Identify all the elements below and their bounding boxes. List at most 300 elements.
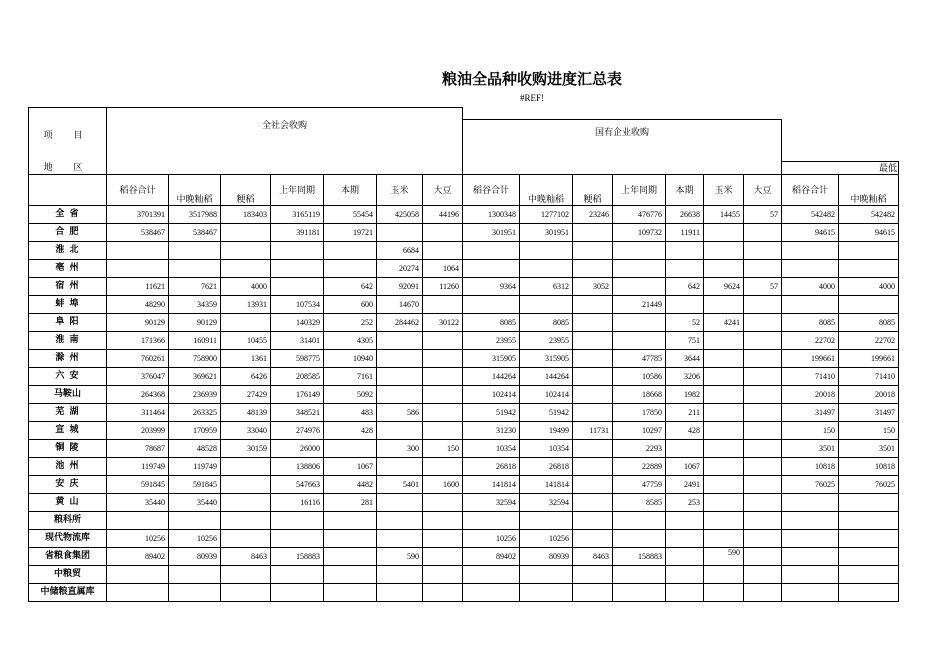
value-cell [423, 458, 463, 476]
value-cell: 10818 [839, 458, 899, 476]
value-cell: 89402 [107, 548, 169, 566]
value-cell: 376047 [107, 368, 169, 386]
value-cell: 23955 [520, 332, 573, 350]
value-cell: 71410 [839, 368, 899, 386]
value-cell [573, 530, 613, 548]
value-cell [782, 584, 839, 602]
value-cell: 8085 [782, 314, 839, 332]
value-cell: 586 [377, 404, 423, 422]
value-cell: 30122 [423, 314, 463, 332]
value-cell [573, 512, 613, 530]
value-cell [423, 422, 463, 440]
value-cell [221, 584, 271, 602]
value-cell [573, 224, 613, 242]
value-cell [666, 530, 704, 548]
col-header-soybean: 大豆 [423, 175, 463, 206]
value-cell [324, 548, 377, 566]
row-header-cell [29, 108, 107, 175]
value-cell [107, 242, 169, 260]
value-cell: 35440 [107, 494, 169, 512]
value-cell: 47759 [613, 476, 666, 494]
value-cell [423, 548, 463, 566]
table-row [29, 440, 899, 458]
value-cell: 34359 [169, 296, 221, 314]
group-header-state-enterprise: 国有企业收购 [463, 120, 782, 175]
value-cell: 27429 [221, 386, 271, 404]
value-cell: 1067 [324, 458, 377, 476]
value-cell: 31497 [839, 404, 899, 422]
value-cell: 4000 [221, 278, 271, 296]
value-cell: 31401 [271, 332, 324, 350]
value-cell [704, 494, 744, 512]
region-cell: 滁 州 [29, 350, 107, 368]
value-cell: 751 [666, 332, 704, 350]
value-cell [221, 476, 271, 494]
value-cell: 3501 [782, 440, 839, 458]
value-cell [573, 494, 613, 512]
value-cell: 94615 [839, 224, 899, 242]
value-cell: 542482 [782, 206, 839, 224]
value-cell: 3501 [839, 440, 899, 458]
value-cell: 19721 [324, 224, 377, 242]
value-cell: 32594 [463, 494, 520, 512]
value-cell [169, 566, 221, 584]
region-cell: 全 省 [29, 206, 107, 224]
value-cell: 425058 [377, 206, 423, 224]
value-cell [704, 386, 744, 404]
value-cell [613, 278, 666, 296]
table-row [29, 314, 899, 332]
value-cell: 3206 [666, 368, 704, 386]
col-header-late-indica: 中晚籼稻 [169, 175, 221, 206]
value-cell: 170959 [169, 422, 221, 440]
value-cell: 1067 [666, 458, 704, 476]
value-cell [423, 386, 463, 404]
value-cell [423, 296, 463, 314]
value-cell [666, 242, 704, 260]
value-cell: 11911 [666, 224, 704, 242]
value-cell: 35440 [169, 494, 221, 512]
value-cell: 428 [666, 422, 704, 440]
value-cell [704, 440, 744, 458]
value-cell [704, 458, 744, 476]
value-cell: 1300348 [463, 206, 520, 224]
value-cell [782, 530, 839, 548]
value-cell [613, 314, 666, 332]
value-cell [573, 332, 613, 350]
value-cell [463, 566, 520, 584]
value-cell [782, 260, 839, 278]
value-cell: 8463 [221, 548, 271, 566]
value-cell [377, 584, 423, 602]
region-cell: 黄 山 [29, 494, 107, 512]
value-cell [704, 260, 744, 278]
table-row [29, 548, 899, 566]
value-cell: 281 [324, 494, 377, 512]
value-cell: 8085 [463, 314, 520, 332]
value-cell: 7621 [169, 278, 221, 296]
value-cell: 30159 [221, 440, 271, 458]
value-cell: 3165119 [271, 206, 324, 224]
value-cell: 119749 [169, 458, 221, 476]
value-cell [704, 476, 744, 494]
value-cell: 44196 [423, 206, 463, 224]
value-cell: 80939 [520, 548, 573, 566]
value-cell: 11260 [423, 278, 463, 296]
value-cell: 758900 [169, 350, 221, 368]
value-cell [744, 296, 782, 314]
value-cell [704, 512, 744, 530]
value-cell: 590 [704, 544, 744, 562]
value-cell [839, 566, 899, 584]
value-cell: 13931 [221, 296, 271, 314]
table-row [29, 224, 899, 242]
row-header-region-label: 地 区 [43, 163, 92, 173]
value-cell: 476776 [613, 206, 666, 224]
value-cell [324, 584, 377, 602]
value-cell [666, 548, 704, 566]
value-cell: 48139 [221, 404, 271, 422]
region-cell: 安 庆 [29, 476, 107, 494]
value-cell [782, 566, 839, 584]
value-cell: 253 [666, 494, 704, 512]
value-cell: 10354 [520, 440, 573, 458]
value-cell: 538467 [107, 224, 169, 242]
region-cell: 马鞍山 [29, 386, 107, 404]
value-cell [221, 314, 271, 332]
value-cell: 47785 [613, 350, 666, 368]
region-cell: 铜 陵 [29, 440, 107, 458]
value-cell: 9364 [463, 278, 520, 296]
value-cell [324, 530, 377, 548]
value-cell: 55454 [324, 206, 377, 224]
value-cell [573, 440, 613, 458]
value-cell: 141814 [463, 476, 520, 494]
value-cell [839, 530, 899, 548]
value-cell: 10940 [324, 350, 377, 368]
region-cell: 中储粮直属库 [29, 584, 107, 602]
value-cell: 3052 [573, 278, 613, 296]
value-cell: 140329 [271, 314, 324, 332]
value-cell [573, 386, 613, 404]
value-cell [107, 512, 169, 530]
col-header-corn: 玉米 [704, 175, 744, 206]
value-cell [423, 584, 463, 602]
value-cell [573, 368, 613, 386]
table-row [29, 422, 899, 440]
value-cell: 89402 [463, 548, 520, 566]
value-cell [169, 584, 221, 602]
value-cell: 348521 [271, 404, 324, 422]
value-cell: 14670 [377, 296, 423, 314]
value-cell: 158883 [613, 548, 666, 566]
value-cell: 211 [666, 404, 704, 422]
value-cell [377, 224, 423, 242]
value-cell [324, 512, 377, 530]
value-cell [839, 242, 899, 260]
value-cell: 600 [324, 296, 377, 314]
value-cell: 208585 [271, 368, 324, 386]
value-cell: 8085 [839, 314, 899, 332]
value-cell [782, 242, 839, 260]
value-cell [423, 566, 463, 584]
value-cell [704, 332, 744, 350]
value-cell: 542482 [839, 206, 899, 224]
value-cell [613, 530, 666, 548]
value-cell [169, 260, 221, 278]
value-cell: 138806 [271, 458, 324, 476]
value-cell: 199661 [839, 350, 899, 368]
value-cell: 10354 [463, 440, 520, 458]
table-row [29, 242, 899, 260]
value-cell: 301951 [463, 224, 520, 242]
value-cell: 300 [377, 440, 423, 458]
value-cell [520, 296, 573, 314]
col-header-japonica: 粳稻 [221, 175, 271, 206]
value-cell: 1277102 [520, 206, 573, 224]
value-cell: 2293 [613, 440, 666, 458]
value-cell [324, 242, 377, 260]
value-cell: 18668 [613, 386, 666, 404]
table-row [29, 206, 899, 224]
col-header-late-indica: 中晚籼稻 [839, 175, 899, 206]
value-cell: 10818 [782, 458, 839, 476]
value-cell: 10586 [613, 368, 666, 386]
value-cell: 57 [744, 206, 782, 224]
value-cell: 10256 [169, 530, 221, 548]
value-cell: 19499 [520, 422, 573, 440]
value-cell: 80939 [169, 548, 221, 566]
value-cell: 160911 [169, 332, 221, 350]
value-cell: 183403 [221, 206, 271, 224]
value-cell [271, 530, 324, 548]
value-cell: 141814 [520, 476, 573, 494]
value-cell: 23246 [573, 206, 613, 224]
table-row [29, 386, 899, 404]
value-cell: 20274 [377, 260, 423, 278]
value-cell: 76025 [839, 476, 899, 494]
value-cell [423, 404, 463, 422]
value-cell [573, 314, 613, 332]
value-cell [221, 494, 271, 512]
value-cell [839, 584, 899, 602]
table-row [29, 530, 899, 548]
value-cell [704, 404, 744, 422]
value-cell: 20018 [782, 386, 839, 404]
value-cell [744, 548, 782, 566]
value-cell [520, 512, 573, 530]
value-cell [377, 458, 423, 476]
value-cell: 236939 [169, 386, 221, 404]
value-cell: 11621 [107, 278, 169, 296]
value-cell [704, 584, 744, 602]
value-cell: 32594 [520, 494, 573, 512]
value-cell [744, 494, 782, 512]
value-cell: 26818 [520, 458, 573, 476]
value-cell: 3644 [666, 350, 704, 368]
value-cell: 171366 [107, 332, 169, 350]
value-cell: 642 [666, 278, 704, 296]
value-cell [271, 278, 324, 296]
value-cell: 102414 [463, 386, 520, 404]
value-cell: 598775 [271, 350, 324, 368]
value-cell [377, 512, 423, 530]
value-cell: 11731 [573, 422, 613, 440]
value-cell: 10256 [520, 530, 573, 548]
value-cell: 199661 [782, 350, 839, 368]
value-cell: 1600 [423, 476, 463, 494]
table-row [29, 458, 899, 476]
value-cell: 391181 [271, 224, 324, 242]
value-cell [744, 566, 782, 584]
value-cell: 8463 [573, 548, 613, 566]
value-cell [613, 512, 666, 530]
value-cell [704, 296, 744, 314]
value-cell [573, 404, 613, 422]
value-cell: 263325 [169, 404, 221, 422]
value-cell [744, 224, 782, 242]
value-cell [520, 584, 573, 602]
value-cell [613, 566, 666, 584]
value-cell [520, 260, 573, 278]
col-header-last-year: 上年同期 [271, 175, 324, 206]
value-cell: 5092 [324, 386, 377, 404]
value-cell [520, 242, 573, 260]
value-cell [324, 260, 377, 278]
value-cell: 642 [324, 278, 377, 296]
value-cell: 107534 [271, 296, 324, 314]
value-cell [221, 224, 271, 242]
value-cell: 311464 [107, 404, 169, 422]
value-cell: 369621 [169, 368, 221, 386]
col-header-soybean: 大豆 [744, 175, 782, 206]
value-cell [573, 350, 613, 368]
value-cell: 4000 [782, 278, 839, 296]
value-cell [423, 242, 463, 260]
value-cell [782, 548, 839, 566]
value-cell [839, 260, 899, 278]
value-cell [782, 494, 839, 512]
value-cell [744, 422, 782, 440]
value-cell: 6312 [520, 278, 573, 296]
value-cell [271, 242, 324, 260]
value-cell: 4482 [324, 476, 377, 494]
value-cell: 10297 [613, 422, 666, 440]
sheet-subtitle: #REF! [519, 93, 544, 103]
region-cell: 淮 北 [29, 242, 107, 260]
value-cell [377, 332, 423, 350]
value-cell [423, 350, 463, 368]
table-row [29, 278, 899, 296]
value-cell: 1064 [423, 260, 463, 278]
value-cell [744, 512, 782, 530]
value-cell: 22889 [613, 458, 666, 476]
region-cell: 阜 阳 [29, 314, 107, 332]
value-cell: 26818 [463, 458, 520, 476]
value-cell [169, 512, 221, 530]
value-cell [666, 440, 704, 458]
value-cell [839, 296, 899, 314]
value-cell: 252 [324, 314, 377, 332]
value-cell [839, 494, 899, 512]
region-cell: 现代物流库 [29, 530, 107, 548]
region-cell: 宿 州 [29, 278, 107, 296]
value-cell: 5401 [377, 476, 423, 494]
value-cell: 17850 [613, 404, 666, 422]
value-cell [573, 260, 613, 278]
value-cell [520, 566, 573, 584]
value-cell: 20018 [839, 386, 899, 404]
group-header-whole-society: 全社会收购 [107, 108, 463, 162]
region-cell: 亳 州 [29, 260, 107, 278]
value-cell: 547663 [271, 476, 324, 494]
value-cell: 48528 [169, 440, 221, 458]
value-cell: 176149 [271, 386, 324, 404]
value-cell [463, 242, 520, 260]
value-cell [573, 242, 613, 260]
table-row [29, 350, 899, 368]
value-cell: 10455 [221, 332, 271, 350]
sheet-title: 粮油全品种收购进度汇总表 [441, 70, 622, 88]
value-cell: 4000 [839, 278, 899, 296]
value-cell: 150 [423, 440, 463, 458]
table-row [29, 368, 899, 386]
value-cell [744, 260, 782, 278]
value-cell: 1982 [666, 386, 704, 404]
table-row [29, 332, 899, 350]
col-header-last-year: 上年同期 [613, 175, 666, 206]
value-cell [324, 566, 377, 584]
value-cell: 33040 [221, 422, 271, 440]
col-header-corn: 玉米 [377, 175, 423, 206]
value-cell [377, 566, 423, 584]
value-cell: 51942 [463, 404, 520, 422]
value-cell: 2491 [666, 476, 704, 494]
value-cell [271, 566, 324, 584]
value-cell: 4305 [324, 332, 377, 350]
value-cell [271, 260, 324, 278]
value-cell: 14455 [704, 206, 744, 224]
value-cell: 22702 [782, 332, 839, 350]
value-cell: 71410 [782, 368, 839, 386]
value-cell: 203999 [107, 422, 169, 440]
value-cell [613, 260, 666, 278]
value-cell: 52 [666, 314, 704, 332]
value-cell: 9624 [704, 278, 744, 296]
value-cell: 4241 [704, 314, 744, 332]
value-cell: 150 [782, 422, 839, 440]
table-row [29, 584, 899, 602]
value-cell [704, 422, 744, 440]
value-cell: 284462 [377, 314, 423, 332]
col-header-late-indica: 中晚籼稻 [520, 175, 573, 206]
value-cell: 26000 [271, 440, 324, 458]
value-cell: 57 [744, 278, 782, 296]
value-cell: 1361 [221, 350, 271, 368]
value-cell [704, 566, 744, 584]
table-row [29, 296, 899, 314]
value-cell [744, 314, 782, 332]
value-cell [377, 386, 423, 404]
value-cell: 301951 [520, 224, 573, 242]
col-header-japonica: 粳稻 [573, 175, 613, 206]
value-cell: 31497 [782, 404, 839, 422]
value-cell: 150 [839, 422, 899, 440]
purchase-progress-table [28, 107, 899, 602]
value-cell [573, 584, 613, 602]
value-cell [744, 368, 782, 386]
value-cell: 119749 [107, 458, 169, 476]
